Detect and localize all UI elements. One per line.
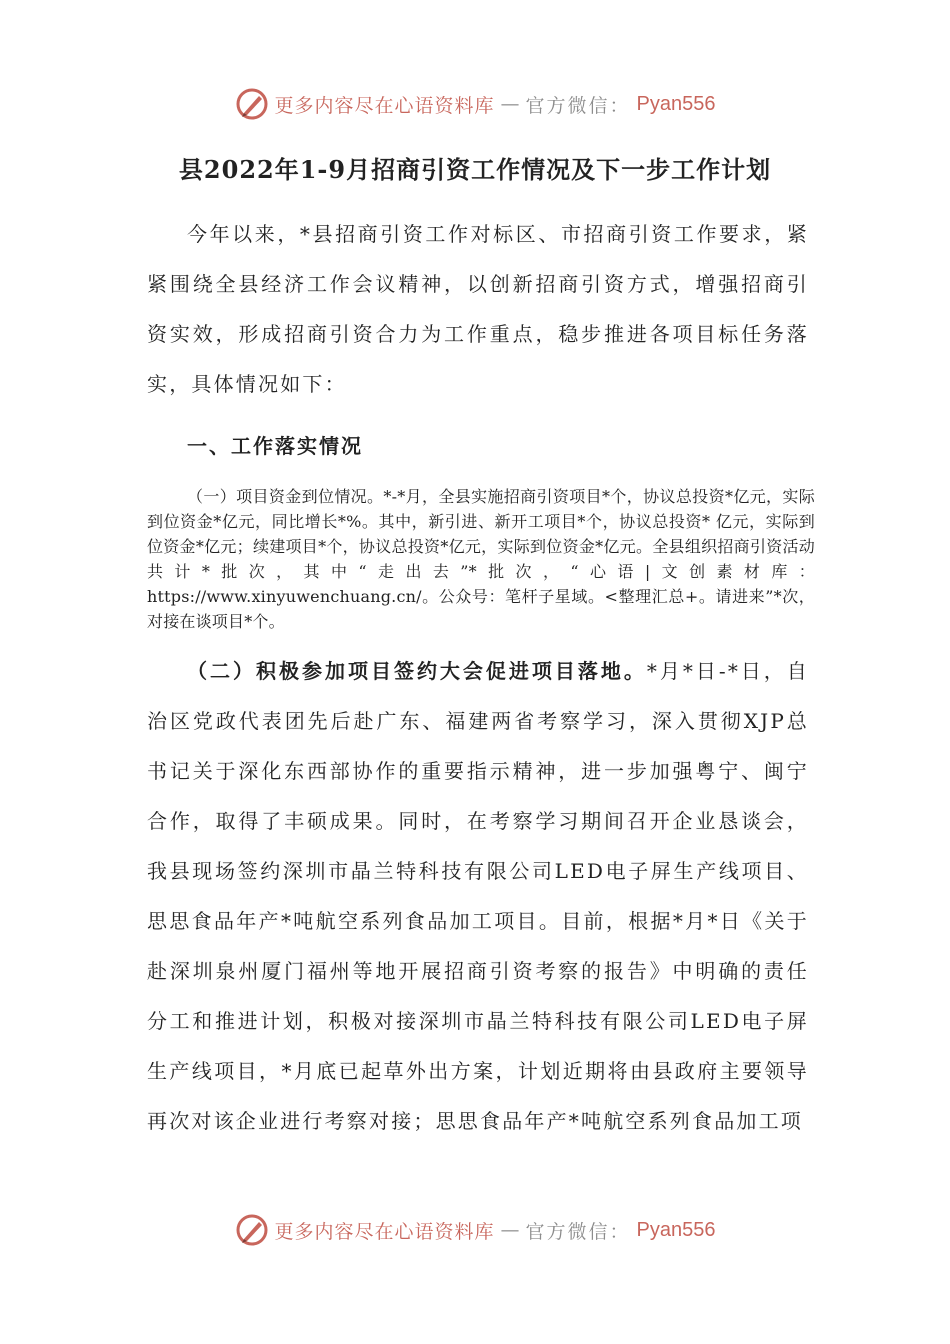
banner-wechat-id: Pyan556 (636, 1218, 716, 1241)
banner-wechat-label: 官方微信： (525, 1220, 631, 1243)
intro-paragraph: 今年以来，*县招商引资工作对标区、市招商引资工作要求，紧紧围绕全县经济工作会议精神，以创新招商引资方式，增强招商引资实效，形成招商引资合力为工作重点，稳步推进各项目标任务落实，具体情况如下： (147, 222, 809, 396)
banner-wechat-label: 官方微信： (525, 94, 631, 117)
banner-wechat-id: Pyan556 (636, 92, 716, 115)
sub-paragraph-2-body: *月*日-*日，自治区党政代表团先后赴广东、福建两省考察学习，深入贯彻XJP总书记关于深化东西部协作的重要指示精神，进一步加强粤宁、闽宁合作，取得了丰硕成果。同时，在考察学习期间召开企业恳谈会，我县现场签约深圳市晶兰特科技有限公司LED电子屏生产线项目、思思食品年产*吨航空系列食品加工项目。目前，根据*月*日《关于赴深圳泉州厦门福州等地开展招商引资考察的报告》中明确的责任分工和推进计划，积极对接深圳市晶兰特科技有限公司LED电子屏生产线项目，*月底已起草外出方案，计划近期将由县政府主要领导再次对该企业进行考察对接；思思食品年产*吨航空系列食品加工项 (147, 659, 810, 1133)
sub-paragraph-2-lead: （二）积极参加项目签约大会促进项目落地。 (187, 659, 647, 683)
pen-logo-icon (235, 1213, 269, 1247)
header-banner (0, 84, 950, 124)
banner-separator: — (500, 93, 520, 115)
document-title: 县2022年1-9月招商引资工作情况及下一步工作计划 (178, 155, 772, 184)
banner-separator: — (500, 1219, 520, 1241)
section-heading-1: 一、工作落实情况 (187, 434, 363, 458)
sub-paragraph-1: （一）项目资金到位情况。*-*月，全县实施招商引资项目*个，协议总投资*亿元，实际到位资金*亿元，同比增长*%。其中，新引进、新开工项目*个，协议总投资* 亿元，实际到位资金*亿元；续建项目*个，协议总投资*亿元，实际到位资金*亿元。全县组织招商引资活动共计*批次，其中“走出去”*批次，“心语|文创素材库：https://www.xinyuwenchuang.cn/。公众号：笔杆子星域。<整理汇总+。请进来”*次，对接在谈项目*个。 (147, 487, 815, 631)
sub-paragraph-2 (147, 646, 809, 1146)
banner-main-text: 更多内容尽在心语资料库 (274, 1220, 495, 1243)
banner-main-text: 更多内容尽在心语资料库 (274, 94, 495, 117)
pen-logo-icon (235, 87, 269, 121)
footer-banner (0, 1210, 950, 1250)
